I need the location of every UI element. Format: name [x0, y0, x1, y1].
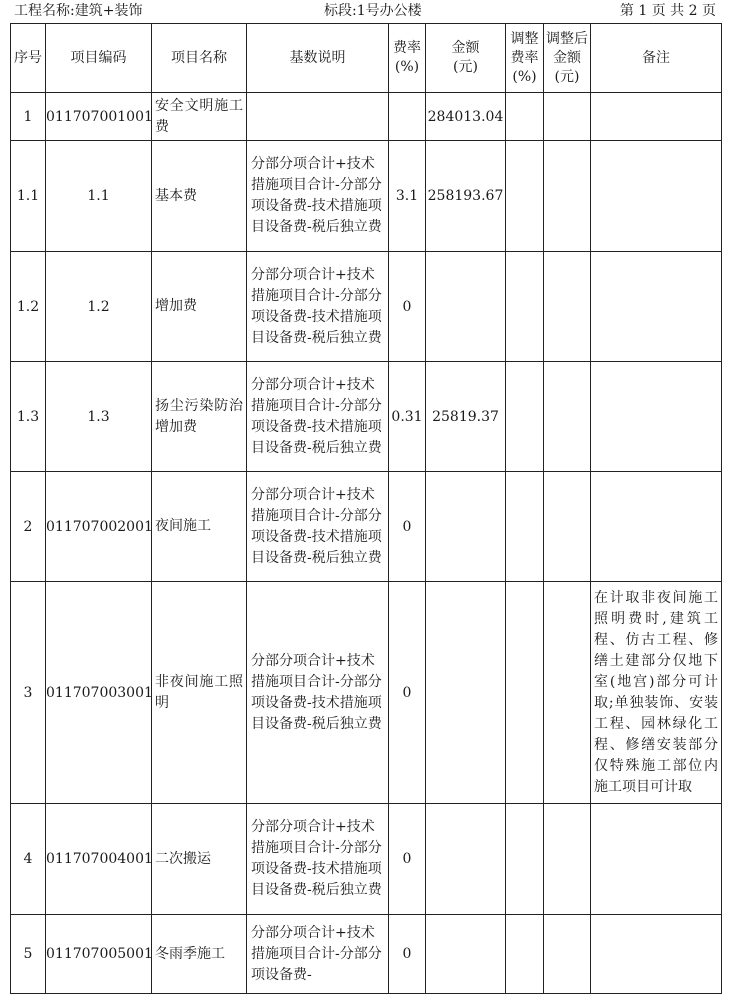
cell-code: 1.3: [46, 362, 152, 472]
cell-seq: 1: [11, 93, 46, 141]
col-header-seq: 序号: [11, 24, 46, 93]
cell-name: 扬尘污染防治增加费: [152, 362, 247, 472]
cell-code: 1.2: [46, 252, 152, 362]
cell-amount: [426, 472, 506, 582]
cell-adj-amount: [544, 362, 591, 472]
cell-seq: 5: [11, 915, 46, 994]
cell-rate: 0.31: [389, 362, 426, 472]
cell-remark: [591, 804, 722, 915]
cell-basis: 分部分项合计+技术措施项目合计-分部分项设备费-技术措施项目设备费-税后独立费: [247, 141, 389, 252]
cell-adj-amount: [544, 582, 591, 804]
col-header-name: 项目名称: [152, 24, 247, 93]
cell-adj-amount: [544, 472, 591, 582]
cell-rate: 0: [389, 582, 426, 804]
col-header-adj-rate: 调整 费率 (%): [506, 24, 544, 93]
col-header-rate: 费率 (%): [389, 24, 426, 93]
col-header-adj-amount: 调整后 金额 (元): [544, 24, 591, 93]
cell-adj-amount: [544, 141, 591, 252]
cell-adj-rate: [506, 141, 544, 252]
col-header-amount: 金额 (元): [426, 24, 506, 93]
cell-basis: 分部分项合计+技术措施项目合计-分部分项设备费-技术措施项目设备费-税后独立费: [247, 582, 389, 804]
cell-adj-rate: [506, 915, 544, 994]
cell-rate: 0: [389, 252, 426, 362]
cell-basis: 分部分项合计+技术措施项目合计-分部分项设备费-技术措施项目设备费-税后独立费: [247, 362, 389, 472]
cell-name: 夜间施工: [152, 472, 247, 582]
cell-adj-rate: [506, 362, 544, 472]
cell-amount: [426, 252, 506, 362]
col-header-code: 项目编码: [46, 24, 152, 93]
cell-code: 011707001001: [46, 93, 152, 141]
cell-adj-amount: [544, 93, 591, 141]
cell-basis: 分部分项合计+技术措施项目合计-分部分项设备费-技术措施项目设备费-税后独立费: [247, 804, 389, 915]
cell-seq: 3: [11, 582, 46, 804]
section-label: 标段:1号办公楼: [324, 3, 422, 19]
cell-basis: [247, 93, 389, 141]
table-header-row: [11, 24, 722, 93]
cell-adj-rate: [506, 93, 544, 141]
cell-seq: 1.2: [11, 252, 46, 362]
cell-name: 二次搬运: [152, 804, 247, 915]
table-row: [11, 93, 722, 141]
cell-rate: 0: [389, 804, 426, 915]
cell-amount: [426, 915, 506, 994]
page-header: [14, 2, 718, 20]
cell-basis: 分部分项合计+技术措施项目合计-分部分项设备费-技术措施项目设备费-税后独立费: [247, 252, 389, 362]
col-header-basis: 基数说明: [247, 24, 389, 93]
cell-basis-text: 分部分项合计+技术措施项目合计-分部分项设备费-: [251, 924, 382, 983]
cell-basis: [247, 915, 389, 994]
cell-name: 安全文明施工费: [152, 93, 247, 141]
cell-adj-amount: [544, 252, 591, 362]
table-row: [11, 141, 722, 252]
cell-remark: [591, 141, 722, 252]
cell-amount: [426, 582, 506, 804]
cell-rate: 0: [389, 472, 426, 582]
table-row: [11, 362, 722, 472]
cell-remark: 在计取非夜间施工照明费时,建筑工程、仿古工程、修缮土建部分仅地下室(地宫)部分可计取;单独装饰、安装工程、园林绿化工程、修缮安装部分仅特殊施工部位内施工项目可计取: [591, 582, 722, 804]
cell-code: 011707003001: [46, 582, 152, 804]
cell-seq: 2: [11, 472, 46, 582]
cell-code: 011707004001: [46, 804, 152, 915]
table-row: [11, 804, 722, 915]
fee-table: [10, 23, 722, 994]
cell-amount: 25819.37: [426, 362, 506, 472]
cell-rate: 3.1: [389, 141, 426, 252]
page-number: 第 1 页 共 2 页: [619, 3, 716, 19]
cell-name: 增加费: [152, 252, 247, 362]
cell-remark: [591, 472, 722, 582]
cell-remark: [591, 362, 722, 472]
cell-code: 1.1: [46, 141, 152, 252]
cell-seq: 1.1: [11, 141, 46, 252]
cell-basis: 分部分项合计+技术措施项目合计-分部分项设备费-技术措施项目设备费-税后独立费: [247, 472, 389, 582]
table-row: [11, 582, 722, 804]
cell-code: 011707005001: [46, 915, 152, 994]
cell-amount: 284013.04: [426, 93, 506, 141]
cell-remark: [591, 252, 722, 362]
cell-adj-amount: [544, 804, 591, 915]
cell-seq: 1.3: [11, 362, 46, 472]
table-row: [11, 915, 722, 994]
cell-name: 基本费: [152, 141, 247, 252]
col-header-remark: 备注: [591, 24, 722, 93]
cell-adj-rate: [506, 472, 544, 582]
cell-remark: [591, 93, 722, 141]
cell-adj-rate: [506, 582, 544, 804]
cell-code: 011707002001: [46, 472, 152, 582]
cell-amount: 258193.67: [426, 141, 506, 252]
cell-remark: [591, 915, 722, 994]
cell-seq: 4: [11, 804, 46, 915]
cell-name: 非夜间施工照明: [152, 582, 247, 804]
project-name: 工程名称:建筑+装饰: [14, 3, 143, 19]
cell-adj-rate: [506, 252, 544, 362]
table-row: [11, 252, 722, 362]
cell-rate: 0: [389, 915, 426, 994]
cell-adj-amount: [544, 915, 591, 994]
cell-name: 冬雨季施工: [152, 915, 247, 994]
cell-amount: [426, 804, 506, 915]
cell-adj-rate: [506, 804, 544, 915]
cell-rate: [389, 93, 426, 141]
table-row: [11, 472, 722, 582]
